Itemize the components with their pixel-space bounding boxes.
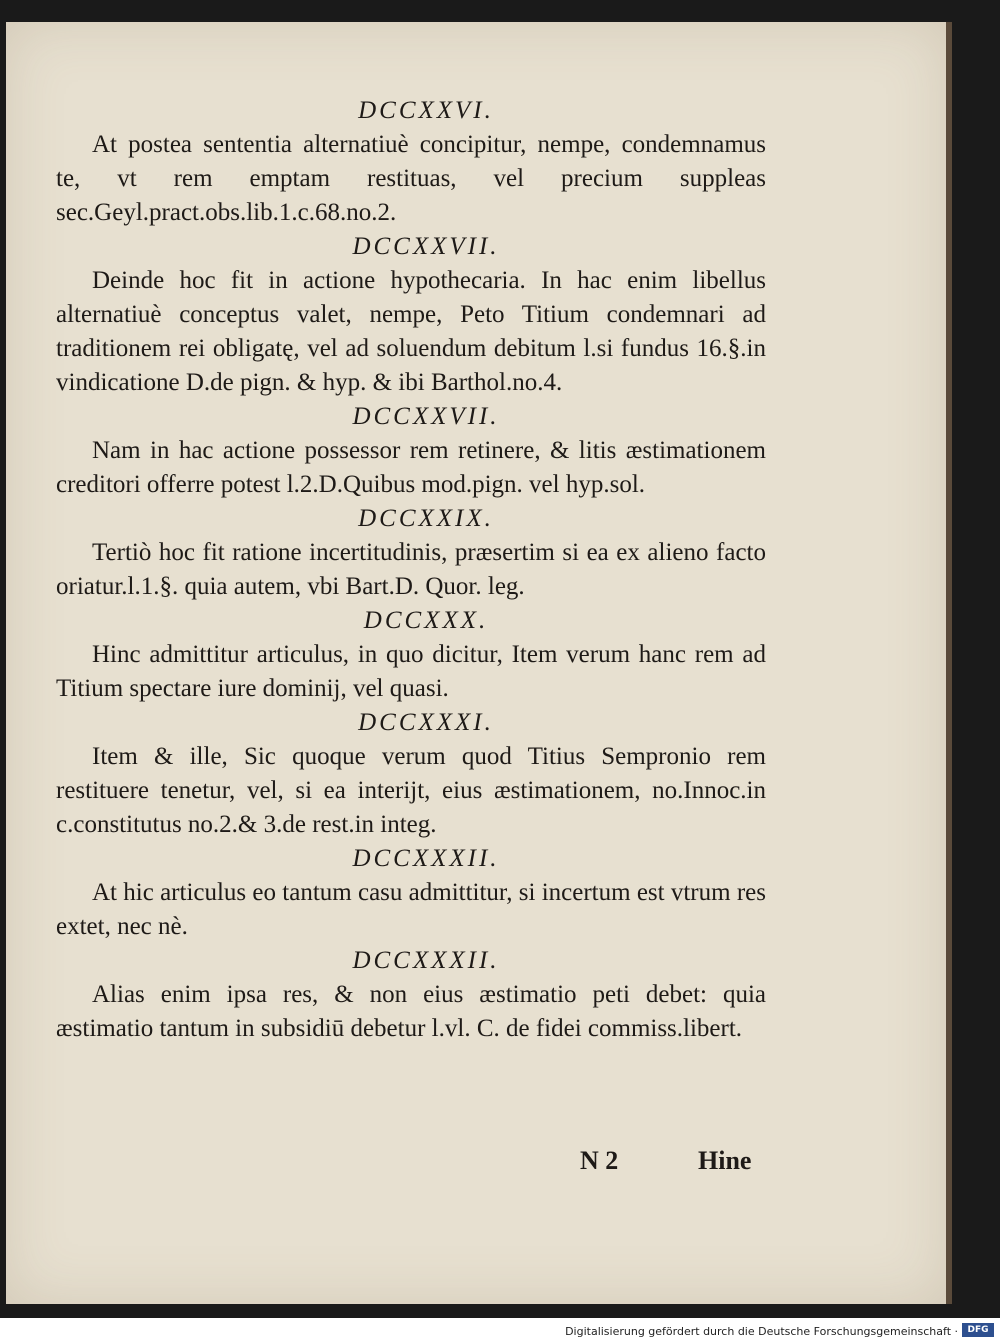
page-body <box>56 94 766 1046</box>
section-726 <box>56 94 766 230</box>
section-heading: DCCXXXII. <box>352 947 500 974</box>
section-730 <box>56 604 766 706</box>
section-heading: DCCXXVI. <box>358 97 494 124</box>
section-727 <box>56 230 766 400</box>
catchword: Hine <box>698 1146 752 1175</box>
section-paragraph: Item & ille, Sic quoque verum quod Titius Sempronio rem restituere tenetur, vel, si ea interijt, eius æstimationem, no.Innoc.in c.constitutus no.2.& 3.de rest.in integ. <box>56 743 766 838</box>
page-footer <box>6 1146 946 1186</box>
section-731 <box>56 706 766 842</box>
section-heading: DCCXXVII. <box>352 403 500 430</box>
section-paragraph: Deinde hoc fit in actione hypothecaria. In hac enim libellus alternatiuè conceptus valet, nempe, Peto Titium condemnari ad traditionem rei obligatę, vel ad soluendum debitum l.si fundus 16.§.in vindicatione D.de pign. & hyp. & ibi Barthol.no.4. <box>56 267 766 396</box>
section-heading: DCCXXIX. <box>358 505 494 532</box>
funding-credit: Digitalisierung gefördert durch die Deutsche Forschungsgemeinschaft · <box>565 1325 958 1338</box>
section-paragraph: At hic articulus eo tantum casu admittitur, si incertum est vtrum res extet, nec nè. <box>56 879 766 940</box>
section-729 <box>56 502 766 604</box>
page-edge <box>946 22 952 1304</box>
section-paragraph: At postea sententia alternatiuè concipitur, nempe, condemnamus te, vt rem emptam restituas, vel precium suppleas sec.Geyl.pract.obs.lib.1.c.68.no.2. <box>56 131 766 226</box>
section-paragraph: Tertiò hoc fit ratione incertitudinis, præsertim si ea ex alieno facto oriatur.l.1.§. quia autem, vbi Bart.D. Quor. leg. <box>56 539 766 600</box>
book-page <box>6 22 946 1304</box>
dfg-logo: DFG <box>962 1323 994 1337</box>
section-heading: DCCXXVII. <box>352 233 500 260</box>
section-728 <box>56 400 766 502</box>
section-732 <box>56 842 766 944</box>
section-heading: DCCXXX. <box>363 607 489 634</box>
section-paragraph: Hinc admittitur articulus, in quo dicitur, Item verum hanc rem ad Titium spectare iure dominij, vel quasi. <box>56 641 766 702</box>
section-heading: DCCXXXII. <box>352 845 500 872</box>
section-733 <box>56 944 766 1046</box>
section-heading: DCCXXXI. <box>358 709 494 736</box>
section-paragraph: Nam in hac actione possessor rem retinere, & litis æstimationem creditori offerre potest l.2.D.Quibus mod.pign. vel hyp.sol. <box>56 437 766 498</box>
section-paragraph: Alias enim ipsa res, & non eius æstimatio peti debet: quia æstimatio tantum in subsidiū debetur l.vl. C. de fidei commiss.libert. <box>56 981 766 1042</box>
signature-mark: N 2 <box>580 1146 619 1175</box>
